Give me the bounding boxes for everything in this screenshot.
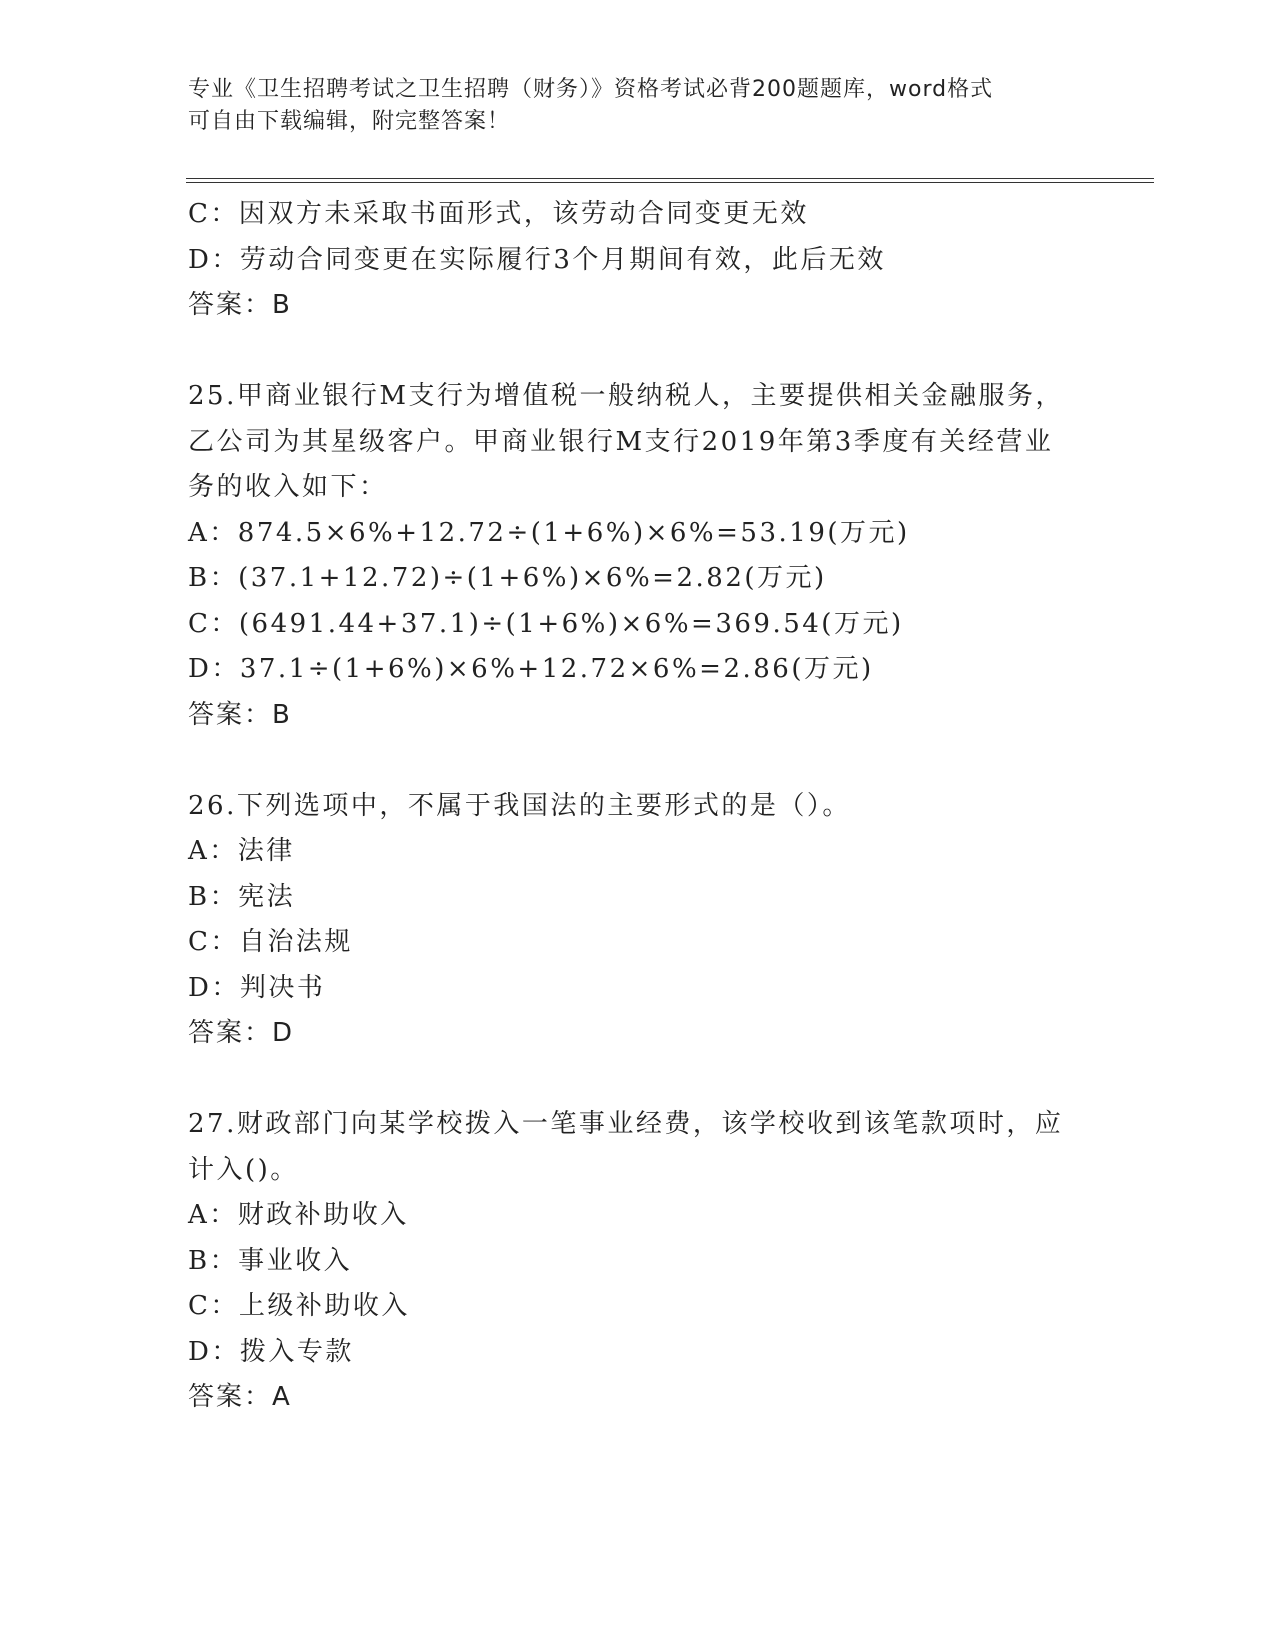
spacer: [188, 329, 1088, 375]
option-d: D：劳动合同变更在实际履行3个月期间有效，此后无效: [188, 244, 886, 275]
answer-line: 答案：B: [188, 290, 292, 320]
option-d: D：判决书: [188, 972, 326, 1003]
question-stem-line: 务的收入如下：: [188, 472, 388, 502]
question-block-25: [188, 374, 1088, 738]
option-c: C：(6491.44+37.1)÷(1+6%)×6%=369.54(万元): [188, 608, 904, 639]
answer-line: 答案：B: [188, 699, 292, 730]
question-stem-line: 计入()。: [188, 1154, 299, 1185]
spacer: [188, 1057, 1088, 1103]
answer-line: 答案：D: [188, 1018, 295, 1048]
option-a: A：874.5×6%+12.72÷(1+6%)×6%=53.19(万元): [188, 517, 910, 548]
question-stem-line: 26.下列选项中，不属于我国法的主要形式的是（）。: [188, 790, 851, 821]
option-c: C：自治法规: [188, 927, 353, 957]
question-block-27: [188, 1102, 1088, 1421]
option-a: A：财政补助收入: [188, 1200, 409, 1230]
question-block-prev: [188, 192, 1088, 329]
option-c: C：上级补助收入: [188, 1291, 410, 1321]
header-line-1: 专业《卫生招聘考试之卫生招聘（财务）》资格考试必背200题题库，word格式: [188, 77, 994, 102]
question-stem-line: 25.甲商业银行M支行为增值税一般纳税人，主要提供相关金融服务，: [188, 381, 1064, 411]
option-d: D：37.1÷(1+6%)×6%+12.72×6%=2.86(万元): [188, 654, 874, 684]
question-stem-line: 27.财政部门向某学校拨入一笔事业经费，该学校收到该笔款项时，应: [188, 1109, 1064, 1139]
question-block-26: [188, 784, 1088, 1057]
option-b: B：(37.1+12.72)÷(1+6%)×6%=2.82(万元): [188, 563, 827, 593]
answer-line: 答案：A: [188, 1382, 292, 1412]
document-header: [188, 74, 1068, 138]
question-stem-line: 乙公司为其星级客户。甲商业银行M支行2019年第3季度有关经营业: [188, 426, 1054, 457]
option-b: B：事业收入: [188, 1245, 353, 1276]
spacer: [188, 738, 1088, 784]
option-a: A：法律: [188, 836, 295, 866]
option-c: C：因双方未采取书面形式，该劳动合同变更无效: [188, 199, 809, 229]
header-double-rule: [186, 178, 1154, 183]
option-d: D：拨入专款: [188, 1336, 354, 1367]
header-line-2: 可自由下载编辑，附完整答案！: [188, 109, 511, 134]
question-content: [188, 192, 1088, 1421]
option-b: B：宪法: [188, 881, 296, 912]
